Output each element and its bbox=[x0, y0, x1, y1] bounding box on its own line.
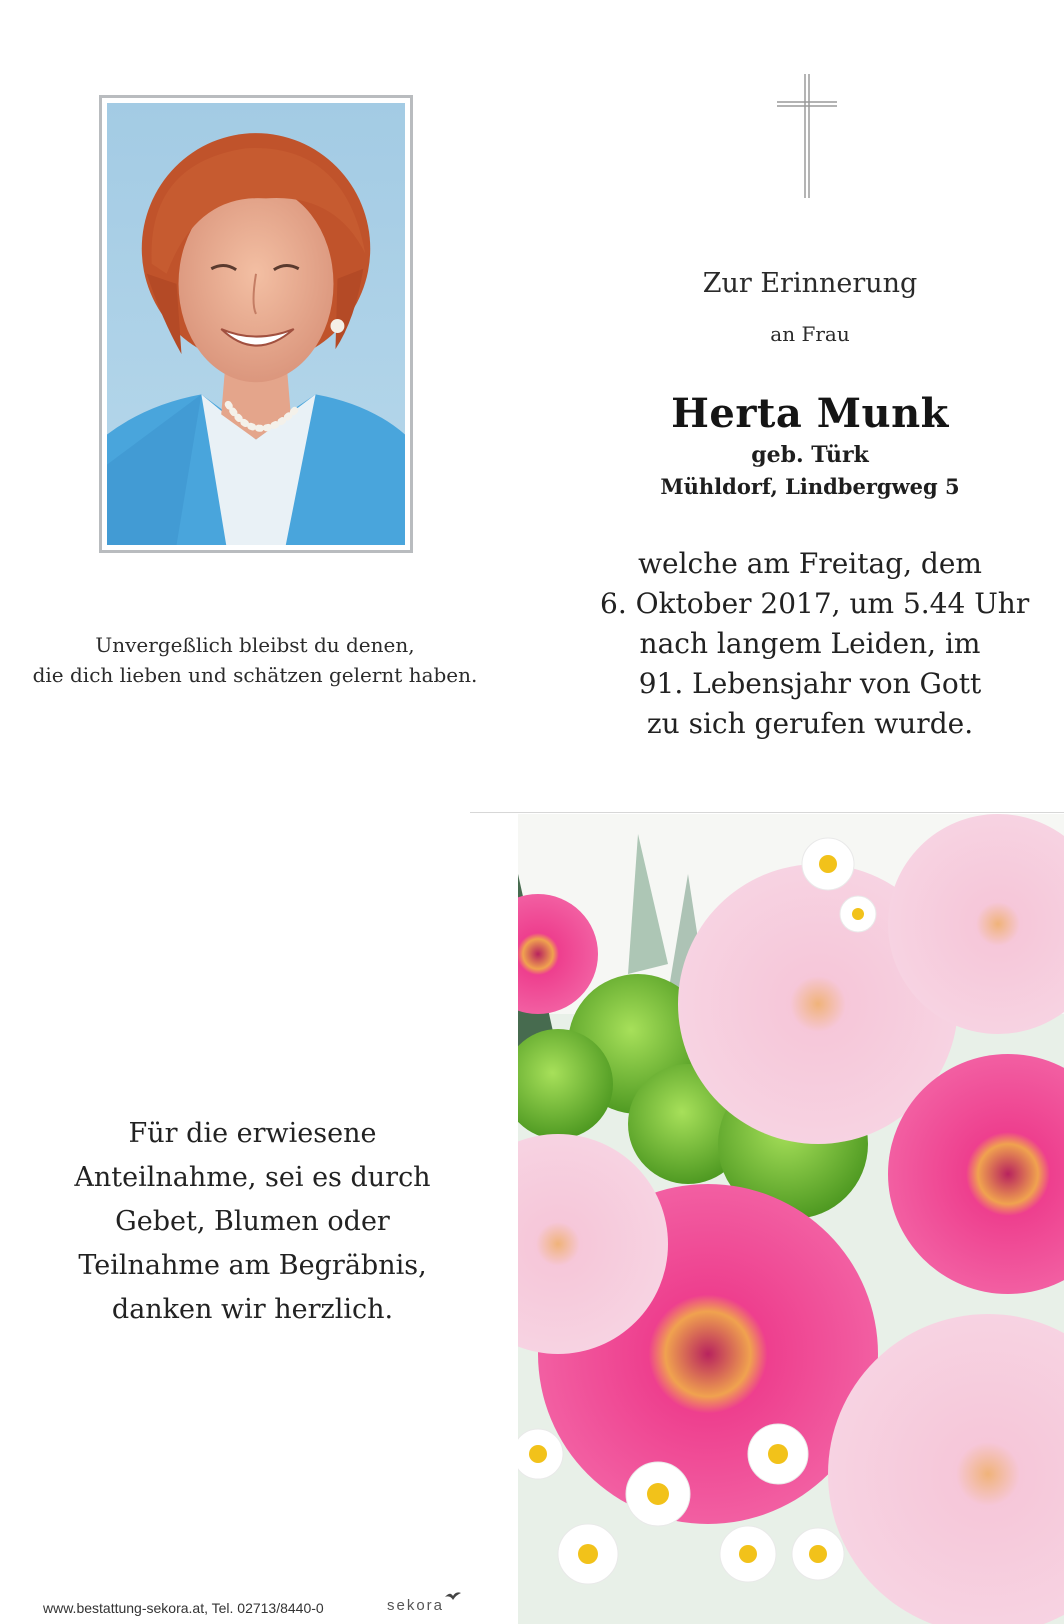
thanks-line: Anteilnahme, sei es durch bbox=[74, 1162, 431, 1193]
fold-line bbox=[470, 812, 1064, 813]
quote-line: die dich lieben und schätzen gelernt haben. bbox=[32, 663, 478, 687]
address: Mühldorf, Lindbergweg 5 bbox=[660, 474, 960, 499]
maiden-name: geb. Türk bbox=[751, 442, 869, 468]
thanks-line: Für die erwiesene bbox=[128, 1118, 377, 1149]
flower-bouquet-photo bbox=[518, 814, 1064, 1624]
footer-logo bbox=[387, 1597, 444, 1614]
death-notice-line: nach langem Leiden, im bbox=[639, 627, 981, 660]
remembrance-quote bbox=[30, 630, 480, 690]
portrait-photo bbox=[107, 103, 405, 545]
quote-line: Unvergeßlich bleibst du denen, bbox=[95, 633, 415, 657]
portrait-frame bbox=[99, 95, 413, 553]
death-notice-line: welche am Freitag, dem bbox=[638, 547, 982, 580]
cross-icon bbox=[775, 72, 839, 200]
thanks-line: Gebet, Blumen oder bbox=[115, 1206, 390, 1237]
death-notice-line: 91. Lebensjahr von Gott bbox=[638, 667, 982, 700]
footer-contact: www.bestattung-sekora.at, Tel. 02713/8440-0 bbox=[43, 1600, 324, 1616]
bird-icon bbox=[445, 1591, 461, 1601]
deceased-name: Herta Munk bbox=[671, 390, 949, 437]
salutation: an Frau bbox=[770, 322, 850, 346]
memory-heading: Zur Erinnerung bbox=[702, 268, 918, 299]
death-notice-line: 6. Oktober 2017, um 5.44 Uhr bbox=[600, 587, 1030, 620]
death-notice-line: zu sich gerufen wurde. bbox=[646, 707, 974, 740]
logo-text: sekora bbox=[387, 1597, 445, 1614]
thanks-text bbox=[40, 1112, 465, 1332]
death-notice bbox=[600, 544, 1030, 744]
thanks-line: danken wir herzlich. bbox=[111, 1294, 394, 1325]
thanks-line: Teilnahme am Begräbnis, bbox=[78, 1250, 427, 1281]
